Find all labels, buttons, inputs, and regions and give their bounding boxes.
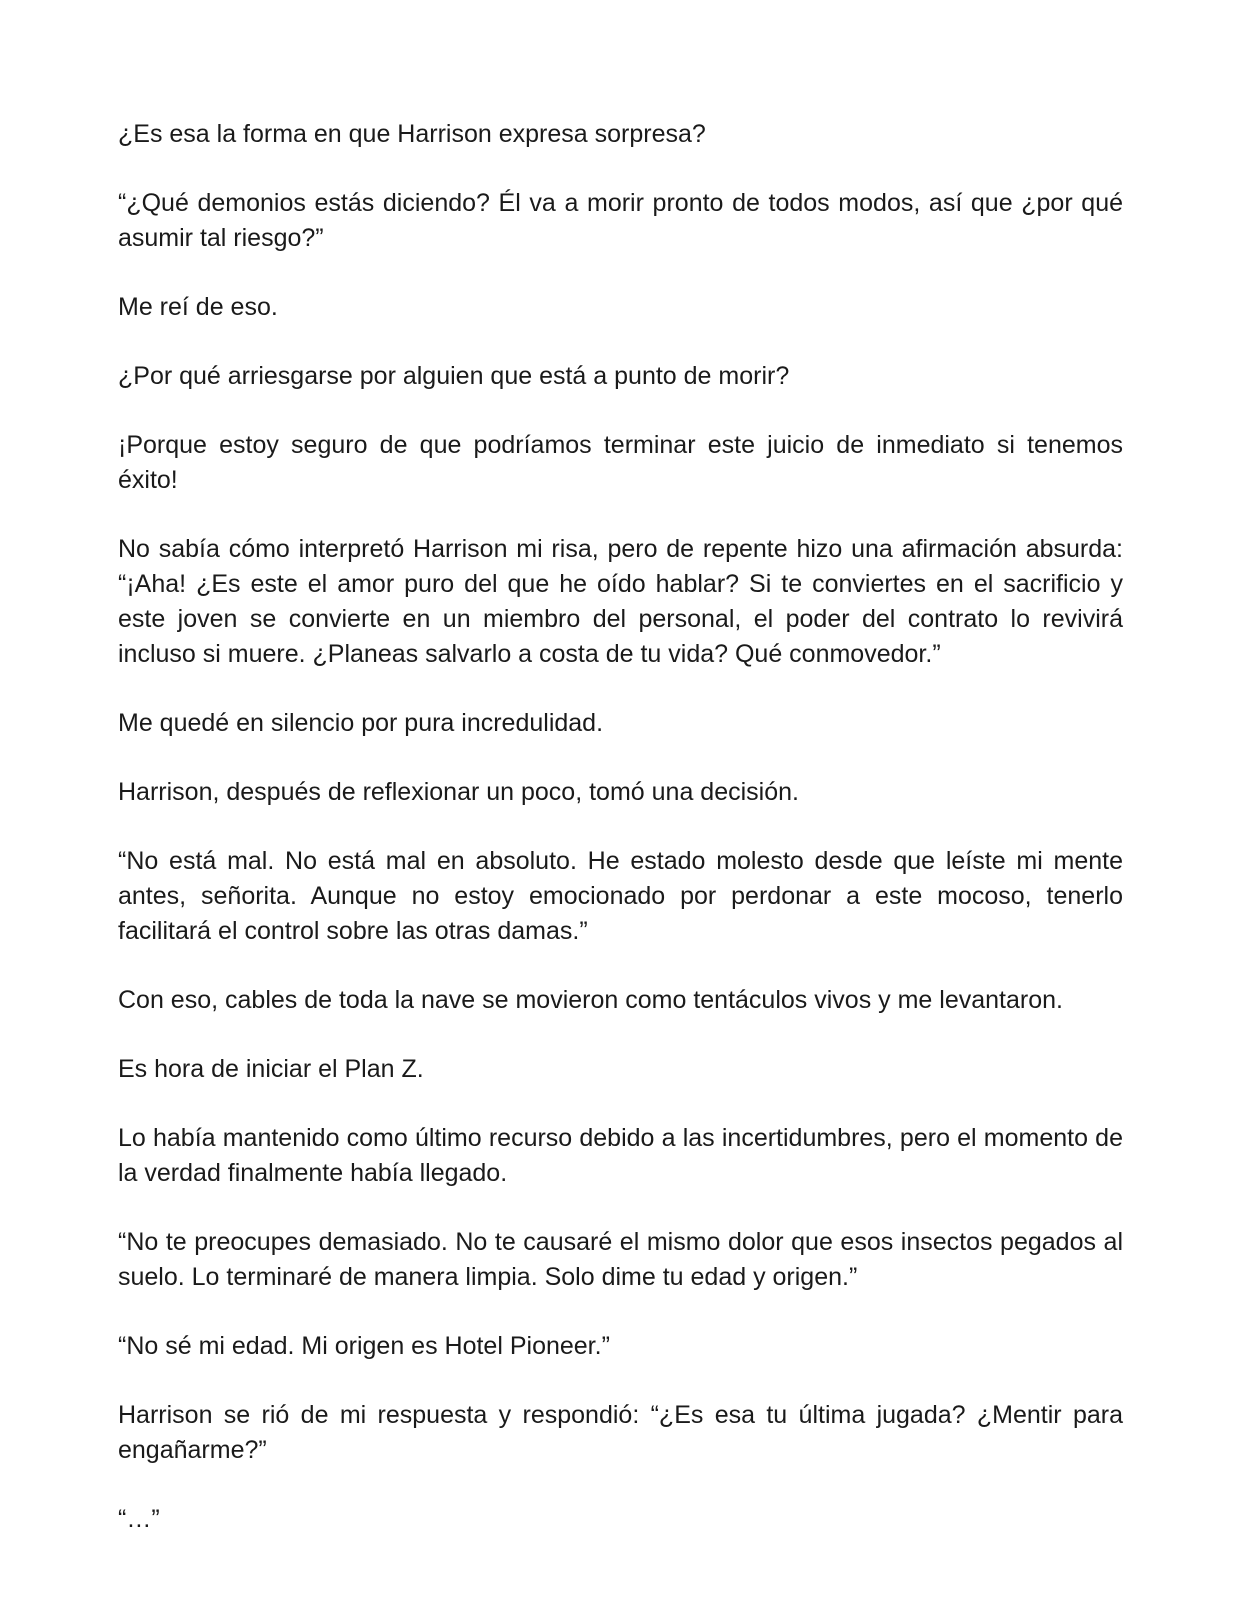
- paragraph: “No está mal. No está mal en absoluto. He estado molesto desde que leíste mi mente antes, señorita. Aunque no estoy emocionado por perdonar a este mocoso, tenerlo facilitará el control sobre las otras damas.”: [118, 847, 1123, 945]
- paragraph: Con eso, cables de toda la nave se movieron como tentáculos vivos y me levantaron.: [118, 986, 1063, 1014]
- paragraph: No sabía cómo interpretó Harrison mi risa, pero de repente hizo una afirmación absurda: “¡Aha! ¿Es este el amor puro del que he oído hablar? Si te conviertes en el sacrificio y este joven se convierte en un miembro del personal, el poder del contrato lo revivirá incluso si muere. ¿Planeas salvarlo a costa de tu vida? Qué conmovedor.”: [118, 535, 1123, 668]
- paragraph: ¿Es esa la forma en que Harrison expresa sorpresa?: [118, 120, 706, 148]
- paragraph: Harrison, después de reflexionar un poco, tomó una decisión.: [118, 778, 799, 806]
- paragraph: Me quedé en silencio por pura incredulidad.: [118, 709, 604, 737]
- paragraph: “…”: [118, 1505, 160, 1533]
- paragraph: ¿Por qué arriesgarse por alguien que está a punto de morir?: [118, 362, 790, 390]
- paragraph: “No te preocupes demasiado. No te causaré el mismo dolor que esos insectos pegados al suelo. Lo terminaré de manera limpia. Solo dime tu edad y origen.”: [118, 1228, 1123, 1291]
- paragraph: Lo había mantenido como último recurso debido a las incertidumbres, pero el momento de la verdad finalmente había llegado.: [118, 1124, 1123, 1187]
- paragraph: “No sé mi edad. Mi origen es Hotel Pioneer.”: [118, 1332, 610, 1360]
- paragraph: ¡Porque estoy seguro de que podríamos terminar este juicio de inmediato si tenemos éxito!: [118, 431, 1123, 494]
- paragraph: “¿Qué demonios estás diciendo? Él va a morir pronto de todos modos, así que ¿por qué asumir tal riesgo?”: [118, 189, 1123, 252]
- paragraph: Es hora de iniciar el Plan Z.: [118, 1055, 424, 1083]
- paragraph: Me reí de eso.: [118, 293, 278, 321]
- paragraph: Harrison se rió de mi respuesta y respondió: “¿Es esa tu última jugada? ¿Mentir para engañarme?”: [118, 1401, 1123, 1464]
- document-body: [118, 117, 1123, 1537]
